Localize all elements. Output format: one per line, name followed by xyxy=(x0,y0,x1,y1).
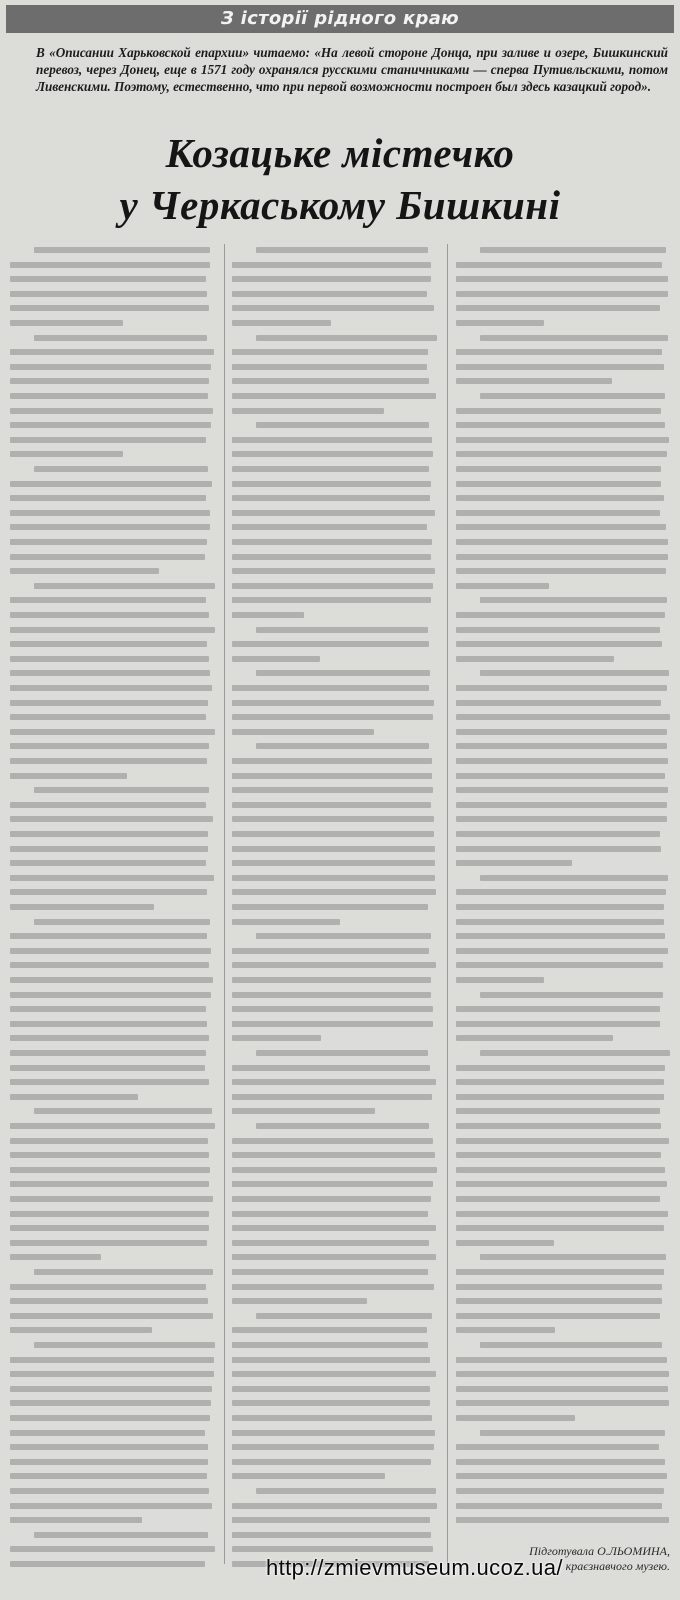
body-text-line xyxy=(456,568,666,574)
body-text-line xyxy=(456,1152,661,1158)
body-text-line xyxy=(10,597,206,603)
body-text-line xyxy=(232,1503,437,1509)
body-text-line xyxy=(10,948,211,954)
body-text-line xyxy=(10,1196,213,1202)
body-text-line xyxy=(232,831,434,837)
body-text-line xyxy=(456,1371,669,1377)
body-text-line xyxy=(232,1065,430,1071)
body-text-line xyxy=(232,1167,437,1173)
body-text-line xyxy=(456,1415,575,1421)
body-text-line xyxy=(10,860,206,866)
body-text-line xyxy=(480,1254,666,1260)
body-text-line xyxy=(256,933,431,939)
body-text-line xyxy=(456,1196,660,1202)
body-text-line xyxy=(456,1517,669,1523)
body-text-line xyxy=(232,539,432,545)
column-divider xyxy=(447,244,448,1564)
body-text-line xyxy=(456,904,664,910)
body-text-line xyxy=(456,787,668,793)
headline-line-2: у Черкаському Бишкині xyxy=(119,182,561,228)
body-text-line xyxy=(232,1473,385,1479)
body-text-line xyxy=(456,422,665,428)
body-text-line xyxy=(456,1240,554,1246)
body-text-line xyxy=(232,262,431,268)
body-text-line xyxy=(10,305,209,311)
body-text-line xyxy=(10,1327,152,1333)
body-text-line xyxy=(480,393,665,399)
body-text-line xyxy=(232,1211,428,1217)
body-text-line xyxy=(232,1138,433,1144)
body-text-line xyxy=(456,700,661,706)
body-text-line xyxy=(10,1254,101,1260)
body-text-line xyxy=(480,1430,665,1436)
body-text-line xyxy=(10,320,123,326)
body-text-line xyxy=(232,524,427,530)
body-text-line xyxy=(456,1488,664,1494)
body-text-line xyxy=(456,1079,664,1085)
body-text-line xyxy=(10,1488,209,1494)
body-text-line xyxy=(456,364,664,370)
body-text-line xyxy=(456,437,669,443)
watermark-url: http://zmievmuseum.ucoz.ua/ xyxy=(266,1555,563,1580)
body-text-line xyxy=(456,262,662,268)
body-text-line xyxy=(10,1006,206,1012)
section-rubric: З історії рідного краю xyxy=(221,8,459,29)
body-text-line xyxy=(456,1400,669,1406)
body-text-line xyxy=(10,758,207,764)
body-text-line xyxy=(10,1211,209,1217)
body-text-line xyxy=(480,875,668,881)
body-text-line xyxy=(480,1342,662,1348)
body-text-line xyxy=(456,729,667,735)
body-text-line xyxy=(456,1123,661,1129)
body-text-line xyxy=(10,1473,207,1479)
body-text-line xyxy=(456,320,544,326)
body-text-line xyxy=(456,510,660,516)
body-text-line xyxy=(10,276,206,282)
body-text-line xyxy=(10,1181,209,1187)
body-text-line xyxy=(456,860,572,866)
body-text-line xyxy=(456,933,665,939)
body-text-line xyxy=(456,305,660,311)
body-text-line xyxy=(232,992,431,998)
body-text-line xyxy=(232,466,429,472)
body-text-line xyxy=(10,393,208,399)
body-text-line xyxy=(10,1035,209,1041)
body-text-line xyxy=(10,1503,212,1509)
body-text-line xyxy=(456,495,664,501)
body-text-line xyxy=(10,700,208,706)
body-text-line xyxy=(456,1298,662,1304)
body-text-line xyxy=(456,948,668,954)
body-text-line xyxy=(480,335,668,341)
body-text-line xyxy=(232,378,429,384)
body-text-line xyxy=(456,612,665,618)
section-header-band xyxy=(6,5,674,33)
body-text-line xyxy=(256,335,437,341)
body-text-line xyxy=(232,1284,434,1290)
body-text-line xyxy=(232,1386,430,1392)
body-text-line xyxy=(10,510,210,516)
body-text-line xyxy=(232,1415,432,1421)
body-text-line xyxy=(232,1181,433,1187)
body-text-line xyxy=(232,962,436,968)
body-text-line xyxy=(232,714,433,720)
body-text-line xyxy=(232,773,432,779)
body-text-line xyxy=(456,816,667,822)
body-text-line xyxy=(10,1138,208,1144)
body-text-line xyxy=(232,495,430,501)
body-text-line xyxy=(456,802,667,808)
author-credit-line-1: Підготувала О.ЛЬОМИНА, xyxy=(529,1544,670,1558)
body-text-line xyxy=(10,437,206,443)
body-text-line xyxy=(10,1021,207,1027)
body-text-line xyxy=(10,1546,215,1552)
body-text-line xyxy=(456,1284,662,1290)
body-text-line xyxy=(256,670,430,676)
author-credit-line-2: краєзнавчого музею. xyxy=(565,1559,670,1573)
body-text-line xyxy=(10,1298,208,1304)
body-text-line xyxy=(456,1503,662,1509)
body-text-line xyxy=(10,729,215,735)
body-text-line xyxy=(232,860,435,866)
body-text-line xyxy=(456,276,668,282)
body-text-line xyxy=(232,919,340,925)
body-text-line xyxy=(232,612,304,618)
body-text-line xyxy=(456,962,663,968)
body-text-line xyxy=(456,451,667,457)
body-text-line xyxy=(232,1532,431,1538)
body-text-line xyxy=(10,802,206,808)
body-text-line xyxy=(232,1240,429,1246)
body-text-line xyxy=(10,568,159,574)
body-text-line xyxy=(10,451,123,457)
body-text-line xyxy=(10,670,210,676)
body-text-line xyxy=(456,641,662,647)
body-text-line xyxy=(456,1313,660,1319)
body-text-line xyxy=(10,816,213,822)
body-text-line xyxy=(10,933,207,939)
body-text-line xyxy=(480,247,666,253)
body-text-line xyxy=(232,276,431,282)
body-text-line xyxy=(232,1269,428,1275)
body-text-line xyxy=(10,641,207,647)
body-text-line xyxy=(232,1035,321,1041)
body-text-line xyxy=(456,1225,664,1231)
body-text-line xyxy=(232,1108,375,1114)
body-text-line xyxy=(232,1430,435,1436)
body-text-line xyxy=(480,992,663,998)
body-text-line xyxy=(456,627,660,633)
body-text-line xyxy=(232,1546,433,1552)
column-divider xyxy=(224,244,225,1564)
body-text-line xyxy=(10,889,207,895)
body-text-line xyxy=(232,597,431,603)
body-text-line xyxy=(10,612,209,618)
body-text-line xyxy=(232,729,374,735)
body-text-line xyxy=(232,554,431,560)
body-text-line xyxy=(456,466,661,472)
body-text-line xyxy=(10,977,213,983)
body-text-line xyxy=(232,1371,436,1377)
body-text-line xyxy=(456,977,544,983)
body-text-line xyxy=(10,1094,138,1100)
body-text-line xyxy=(456,743,667,749)
body-text-line xyxy=(456,1269,664,1275)
body-text-line xyxy=(232,1459,431,1465)
body-text-line xyxy=(10,1386,212,1392)
body-text-line xyxy=(10,1561,205,1567)
body-text-line xyxy=(10,422,211,428)
body-text-line xyxy=(456,349,662,355)
body-text-line xyxy=(232,816,434,822)
body-text-line xyxy=(256,1313,432,1319)
body-text-line xyxy=(256,743,429,749)
body-text-line xyxy=(456,773,665,779)
body-text-line xyxy=(10,1065,205,1071)
body-text-line xyxy=(10,291,207,297)
body-text-line xyxy=(456,1386,668,1392)
body-text-line xyxy=(232,1327,427,1333)
body-text-line xyxy=(10,1371,214,1377)
body-text-line xyxy=(232,875,435,881)
body-text-line xyxy=(34,1269,213,1275)
body-text-line xyxy=(10,262,210,268)
body-text-line xyxy=(256,247,428,253)
body-text-line xyxy=(232,641,429,647)
body-text-line xyxy=(10,875,214,881)
intro-paragraph: В «Описании Харьковской епархии» читаемо: «На левой стороне Донца, при заливе и озере, Бишкинский перевоз, через Донец, еще в 1571 году охранялся русскими станичниками — сперва Путивльскими, потом Ливенскими. Поэтому, естественно, что при первой возможности построен был здесь казацкий город». xyxy=(36,45,668,94)
body-text-line xyxy=(232,1152,435,1158)
body-text-line xyxy=(232,393,436,399)
body-text-line xyxy=(34,1108,212,1114)
body-text-line xyxy=(232,320,331,326)
body-text-line xyxy=(34,247,210,253)
body-text-line xyxy=(10,962,209,968)
body-text-line xyxy=(10,378,209,384)
body-text-line xyxy=(232,349,428,355)
body-text-line xyxy=(10,1225,209,1231)
body-text-line xyxy=(232,1342,428,1348)
body-text-line xyxy=(232,1400,430,1406)
body-text-line xyxy=(256,627,428,633)
body-text-line xyxy=(10,773,127,779)
body-text-line xyxy=(232,481,431,487)
body-text-line xyxy=(10,904,154,910)
body-text-line xyxy=(10,554,205,560)
body-text-line xyxy=(232,1079,436,1085)
body-text-line xyxy=(10,1400,211,1406)
body-text-line xyxy=(456,1021,660,1027)
body-text-line xyxy=(456,714,670,720)
body-text-line xyxy=(480,597,667,603)
body-text-line xyxy=(232,1254,436,1260)
body-text-line xyxy=(456,1181,667,1187)
body-text-line xyxy=(232,1094,432,1100)
body-text-line xyxy=(456,481,661,487)
body-text-line xyxy=(456,831,660,837)
body-text-line xyxy=(256,422,429,428)
body-text-line xyxy=(456,1357,667,1363)
headline-line-1: Козацьке містечко xyxy=(165,130,515,176)
body-text-line xyxy=(456,1459,665,1465)
body-text-line xyxy=(256,1488,436,1494)
body-text-line xyxy=(456,1444,659,1450)
body-text-line xyxy=(10,1167,210,1173)
article-column-3 xyxy=(456,244,670,1574)
article-column-2 xyxy=(232,244,437,1574)
body-text-line xyxy=(456,919,664,925)
body-text-line xyxy=(10,1152,209,1158)
body-text-line xyxy=(10,495,206,501)
body-text-line xyxy=(456,378,612,384)
body-text-line xyxy=(232,700,434,706)
body-text-line xyxy=(456,758,668,764)
body-text-line xyxy=(256,1050,428,1056)
body-text-line xyxy=(232,802,431,808)
body-text-line xyxy=(10,1415,210,1421)
body-text-line xyxy=(456,1006,660,1012)
body-text-line xyxy=(480,670,669,676)
body-text-line xyxy=(10,846,208,852)
body-text-line xyxy=(480,1050,670,1056)
body-text-line xyxy=(34,1532,208,1538)
body-text-line xyxy=(10,627,215,633)
body-text-line xyxy=(456,524,666,530)
body-text-line xyxy=(34,787,209,793)
body-text-line xyxy=(10,1123,215,1129)
body-text-line xyxy=(232,787,433,793)
body-text-line xyxy=(456,554,668,560)
body-text-line xyxy=(456,291,668,297)
body-text-line xyxy=(10,1313,213,1319)
body-text-line xyxy=(10,1050,206,1056)
article-column-1 xyxy=(10,244,215,1574)
body-text-line xyxy=(456,1065,665,1071)
body-text-line xyxy=(34,919,210,925)
body-text-line xyxy=(256,1123,429,1129)
body-text-line xyxy=(10,656,209,662)
body-text-line xyxy=(232,451,433,457)
body-text-line xyxy=(232,977,431,983)
body-text-line xyxy=(456,1211,668,1217)
body-text-line xyxy=(232,904,428,910)
body-text-line xyxy=(10,743,209,749)
body-text-line xyxy=(232,1357,430,1363)
body-text-line xyxy=(456,1094,664,1100)
body-text-line xyxy=(456,685,667,691)
body-text-line xyxy=(232,656,320,662)
body-text-line xyxy=(232,583,433,589)
body-text-line xyxy=(10,992,211,998)
body-text-line xyxy=(232,1196,431,1202)
body-text-line xyxy=(456,1167,665,1173)
body-text-line xyxy=(10,1430,205,1436)
body-text-line xyxy=(232,291,427,297)
body-text-line xyxy=(232,1006,433,1012)
body-text-line xyxy=(10,1240,207,1246)
body-text-line xyxy=(232,1444,434,1450)
body-text-line xyxy=(10,524,210,530)
body-text-line xyxy=(34,1342,215,1348)
body-text-line xyxy=(10,1357,214,1363)
body-text-line xyxy=(10,1284,206,1290)
body-text-line xyxy=(456,656,614,662)
body-text-line xyxy=(456,1035,613,1041)
body-text-line xyxy=(10,1444,208,1450)
body-text-line xyxy=(456,539,668,545)
body-text-line xyxy=(232,510,435,516)
body-text-line xyxy=(456,408,661,414)
body-text-line xyxy=(34,335,207,341)
body-text-line xyxy=(232,889,436,895)
body-text-line xyxy=(34,466,208,472)
body-text-line xyxy=(232,1298,367,1304)
body-text-line xyxy=(10,481,212,487)
body-text-line xyxy=(456,1108,660,1114)
body-text-line xyxy=(232,846,435,852)
body-text-line xyxy=(10,408,213,414)
body-text-line xyxy=(10,1459,208,1465)
body-text-line xyxy=(456,1327,555,1333)
body-text-line xyxy=(232,568,435,574)
body-text-line xyxy=(232,758,432,764)
body-text-line xyxy=(456,1473,667,1479)
body-text-line xyxy=(10,685,212,691)
body-text-line xyxy=(232,685,429,691)
body-text-line xyxy=(456,889,666,895)
body-text-line xyxy=(10,364,211,370)
body-text-line xyxy=(10,714,206,720)
body-text-line xyxy=(456,1138,669,1144)
body-text-line xyxy=(456,846,661,852)
body-text-line xyxy=(232,408,384,414)
body-text-line xyxy=(232,1517,430,1523)
body-text-line xyxy=(232,1021,433,1027)
body-text-line xyxy=(10,831,208,837)
body-text-line xyxy=(10,1517,142,1523)
body-text-line xyxy=(232,1225,436,1231)
body-text-line xyxy=(232,364,427,370)
body-text-line xyxy=(456,583,549,589)
body-text-line xyxy=(232,305,434,311)
body-text-line xyxy=(34,583,215,589)
body-text-line xyxy=(10,349,214,355)
body-text-line xyxy=(10,1079,209,1085)
body-text-line xyxy=(10,539,207,545)
body-text-line xyxy=(232,948,429,954)
body-text-line xyxy=(232,437,432,443)
